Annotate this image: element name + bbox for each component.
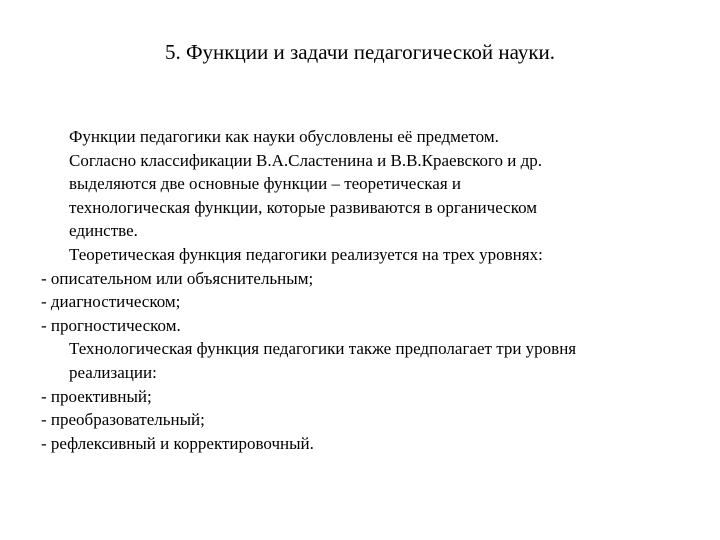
list-item: - рефлексивный и корректировочный.	[41, 433, 314, 453]
text-line: Технологическая функция педагогики также предполагает три уровня	[69, 339, 577, 359]
text-line: Согласно классификации В.А.Сластенина и В.В.Краевского и др.	[69, 150, 543, 170]
text-line: единстве.	[69, 221, 138, 241]
slide-body	[0, 125, 720, 455]
list-item: - преобразовательный;	[41, 410, 205, 430]
list-item: - диагностическом;	[41, 292, 181, 312]
text-line: выделяются две основные функции – теоретическая и	[69, 174, 462, 194]
text-line: Теоретическая функция педагогики реализуется на трех уровнях:	[69, 244, 543, 264]
text-line: реализации:	[69, 362, 157, 382]
list-item: - проективный;	[41, 386, 152, 406]
text-line: Функции педагогики как науки обусловлены её предметом.	[69, 127, 499, 146]
slide-title: 5. Функции и задачи педагогической науки.	[164, 40, 556, 64]
list-item: - прогностическом.	[41, 315, 181, 335]
list-item: - описательном или объяснительным;	[41, 268, 314, 288]
text-line: технологическая функции, которые развиваются в органическом	[69, 197, 538, 217]
